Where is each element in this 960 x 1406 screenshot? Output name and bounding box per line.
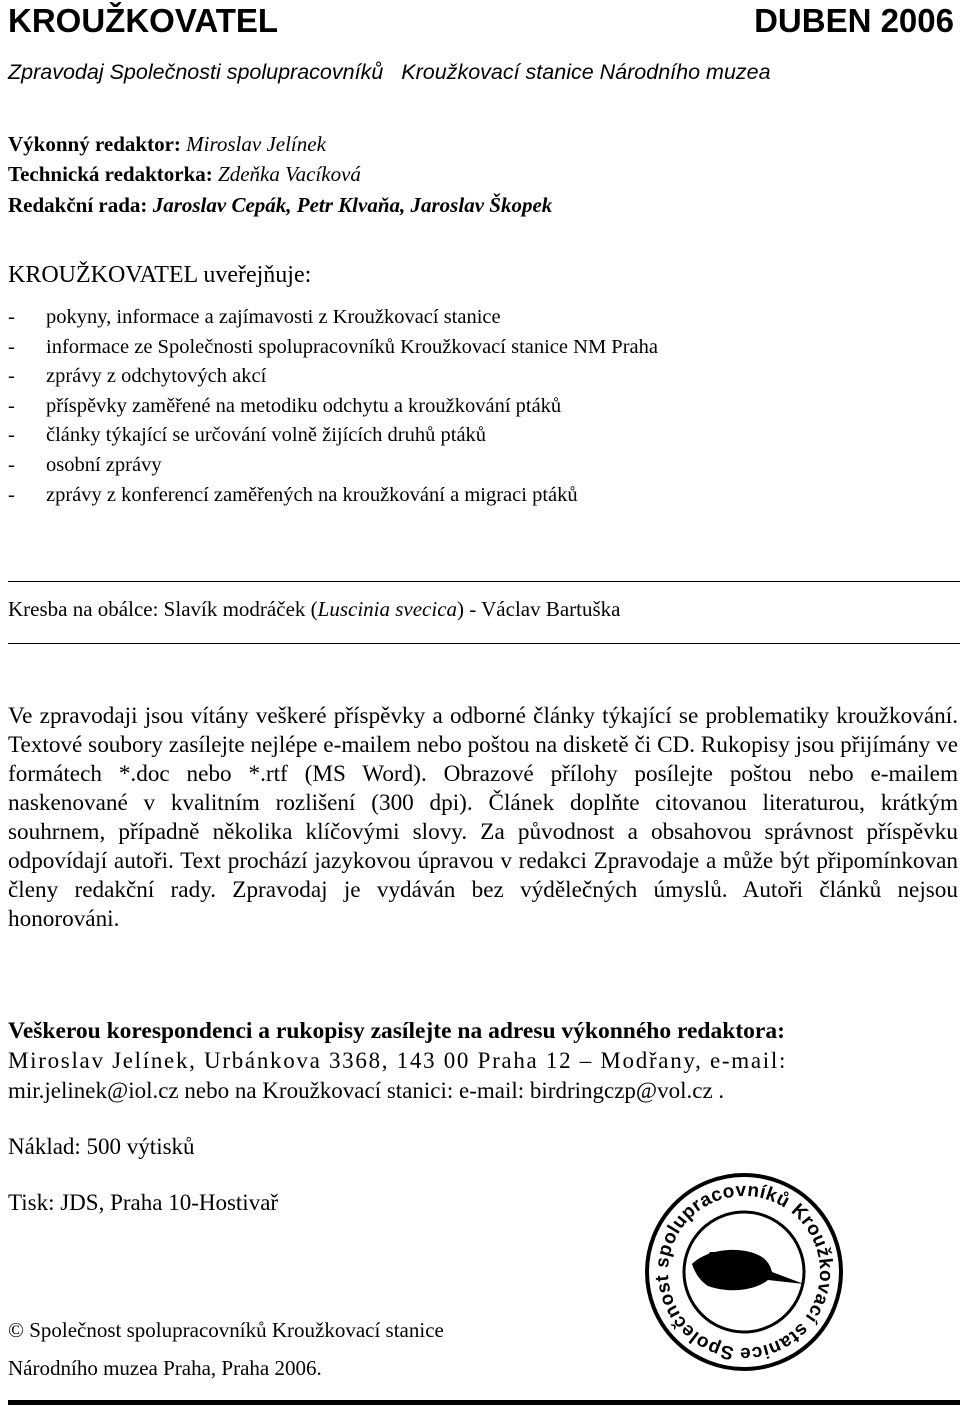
list-item-text: pokyny, informace a zajímavosti z Kroužkovací stanice: [46, 306, 501, 328]
cover-suffix: ) - Václav Bartuška: [457, 597, 621, 621]
list-item: [8, 365, 266, 388]
list-item: [8, 484, 578, 507]
publishes-heading: KROUŽKOVATEL uveřejňuje:: [8, 262, 312, 288]
masthead-title: KROUŽKOVATEL: [8, 2, 279, 39]
logo-ring-text: Společnost spolupracovníků Kroužkovací stanice: [651, 1179, 837, 1365]
list-bullet: -: [8, 454, 15, 476]
editor-label: Výkonný redaktor:: [8, 132, 181, 156]
tech-editor-name: Zdeňka Vacíková: [218, 162, 361, 186]
list-item-text: informace ze Společnosti spolupracovníků Kroužkovací stanice NM Praha: [46, 335, 658, 358]
list-bullet: -: [8, 306, 15, 328]
list-bullet: -: [8, 365, 15, 388]
bird-silhouette-icon: [692, 1250, 804, 1290]
list-item: [8, 454, 162, 477]
list-bullet: -: [8, 394, 15, 417]
divider-top: [8, 581, 960, 582]
list-item-text: osobní zprávy: [46, 454, 162, 476]
cover-credit: [8, 597, 621, 622]
copyright-line-1: © Společnost spolupracovníků Kroužkovací stanice: [8, 1318, 444, 1342]
staff-board: [8, 193, 552, 218]
list-item: [8, 424, 486, 447]
copyright-line-2: Národního muzea Praha, Praha 2006.: [8, 1356, 322, 1380]
staff-tech-editor: [8, 162, 361, 187]
print-run: Náklad: 500 výtisků: [8, 1134, 195, 1159]
tech-editor-label: Technická redaktorka:: [8, 162, 213, 186]
list-item-text: články týkající se určování volně žijících druhů ptáků: [46, 424, 487, 447]
divider-middle: [8, 643, 960, 644]
subtitle-left: Zpravodaj Společnosti spolupracovníků: [8, 60, 384, 84]
list-item: [8, 306, 501, 329]
cover-latin: Luscinia svecica: [317, 597, 458, 621]
printer: Tisk: JDS, Praha 10-Hostivař: [8, 1190, 279, 1215]
correspondence-heading: Veškerou korespondenci a rukopisy zasílejte na adresu výkonného redaktora:: [8, 1018, 785, 1044]
cover-prefix: Kresba na obálce: Slavík modráček (: [8, 597, 318, 621]
subtitle-right: Kroužkovací stanice Národního muzea: [401, 60, 771, 84]
list-item: [8, 395, 561, 418]
list-item: [8, 336, 658, 359]
society-logo: [644, 1172, 844, 1372]
list-bullet: -: [8, 335, 15, 358]
editor-name: Miroslav Jelínek: [186, 132, 326, 156]
list-bullet: -: [8, 483, 15, 506]
masthead-date: DUBEN 2006: [754, 2, 954, 39]
list-bullet: -: [8, 424, 15, 447]
staff-editor: [8, 132, 326, 157]
correspondence-emails: mir.jelinek@iol.cz nebo na Kroužkovací stanici: e-mail: birdringczp@vol.cz .: [8, 1078, 725, 1103]
board-label: Redakční rada:: [8, 193, 148, 217]
divider-bottom: [8, 1400, 960, 1405]
list-item-text: zprávy z odchytových akcí: [46, 365, 267, 388]
list-item-text: zprávy z konferencí zaměřených na kroužkování a migraci ptáků: [46, 483, 578, 506]
correspondence-address: Miroslav Jelínek, Urbánkova 3368, 143 00 Praha 12 – Modřany, e-mail:: [8, 1048, 788, 1073]
masthead-subtitle: [8, 60, 771, 85]
board-names: Jaroslav Cepák, Petr Klvaňa, Jaroslav Škopek: [152, 193, 553, 217]
list-item-text: příspěvky zaměřené na metodiku odchytu a kroužkování ptáků: [46, 394, 562, 417]
body-paragraph: Ve zpravodaji jsou vítány veškeré příspěvky a odborné články týkající se problematiky kroužkování. Textové soubory zasílejte nejlépe e-mailem nebo poštou na disketě či CD. Rukopisy jsou přijímány ve formátech *.doc nebo *.rtf (MS Word). Obrazové přílohy posílejte poštou nebo e-mailem naskenované v kvalitním rozlišení (300 dpi). Článek doplňte citovanou literaturou, krátkým souhrnem, případně několika klíčovými slovy. Za původnost a obsahovou správnost příspěvku odpovídají autoři. Text prochází jazykovou úpravou v redakci Zpravodaje a může být připomínkovan členy redakční rady. Zpravodaj je vydáván bez výdělečných úmyslů. Autoři článků nejsou honorováni.: [8, 703, 958, 932]
